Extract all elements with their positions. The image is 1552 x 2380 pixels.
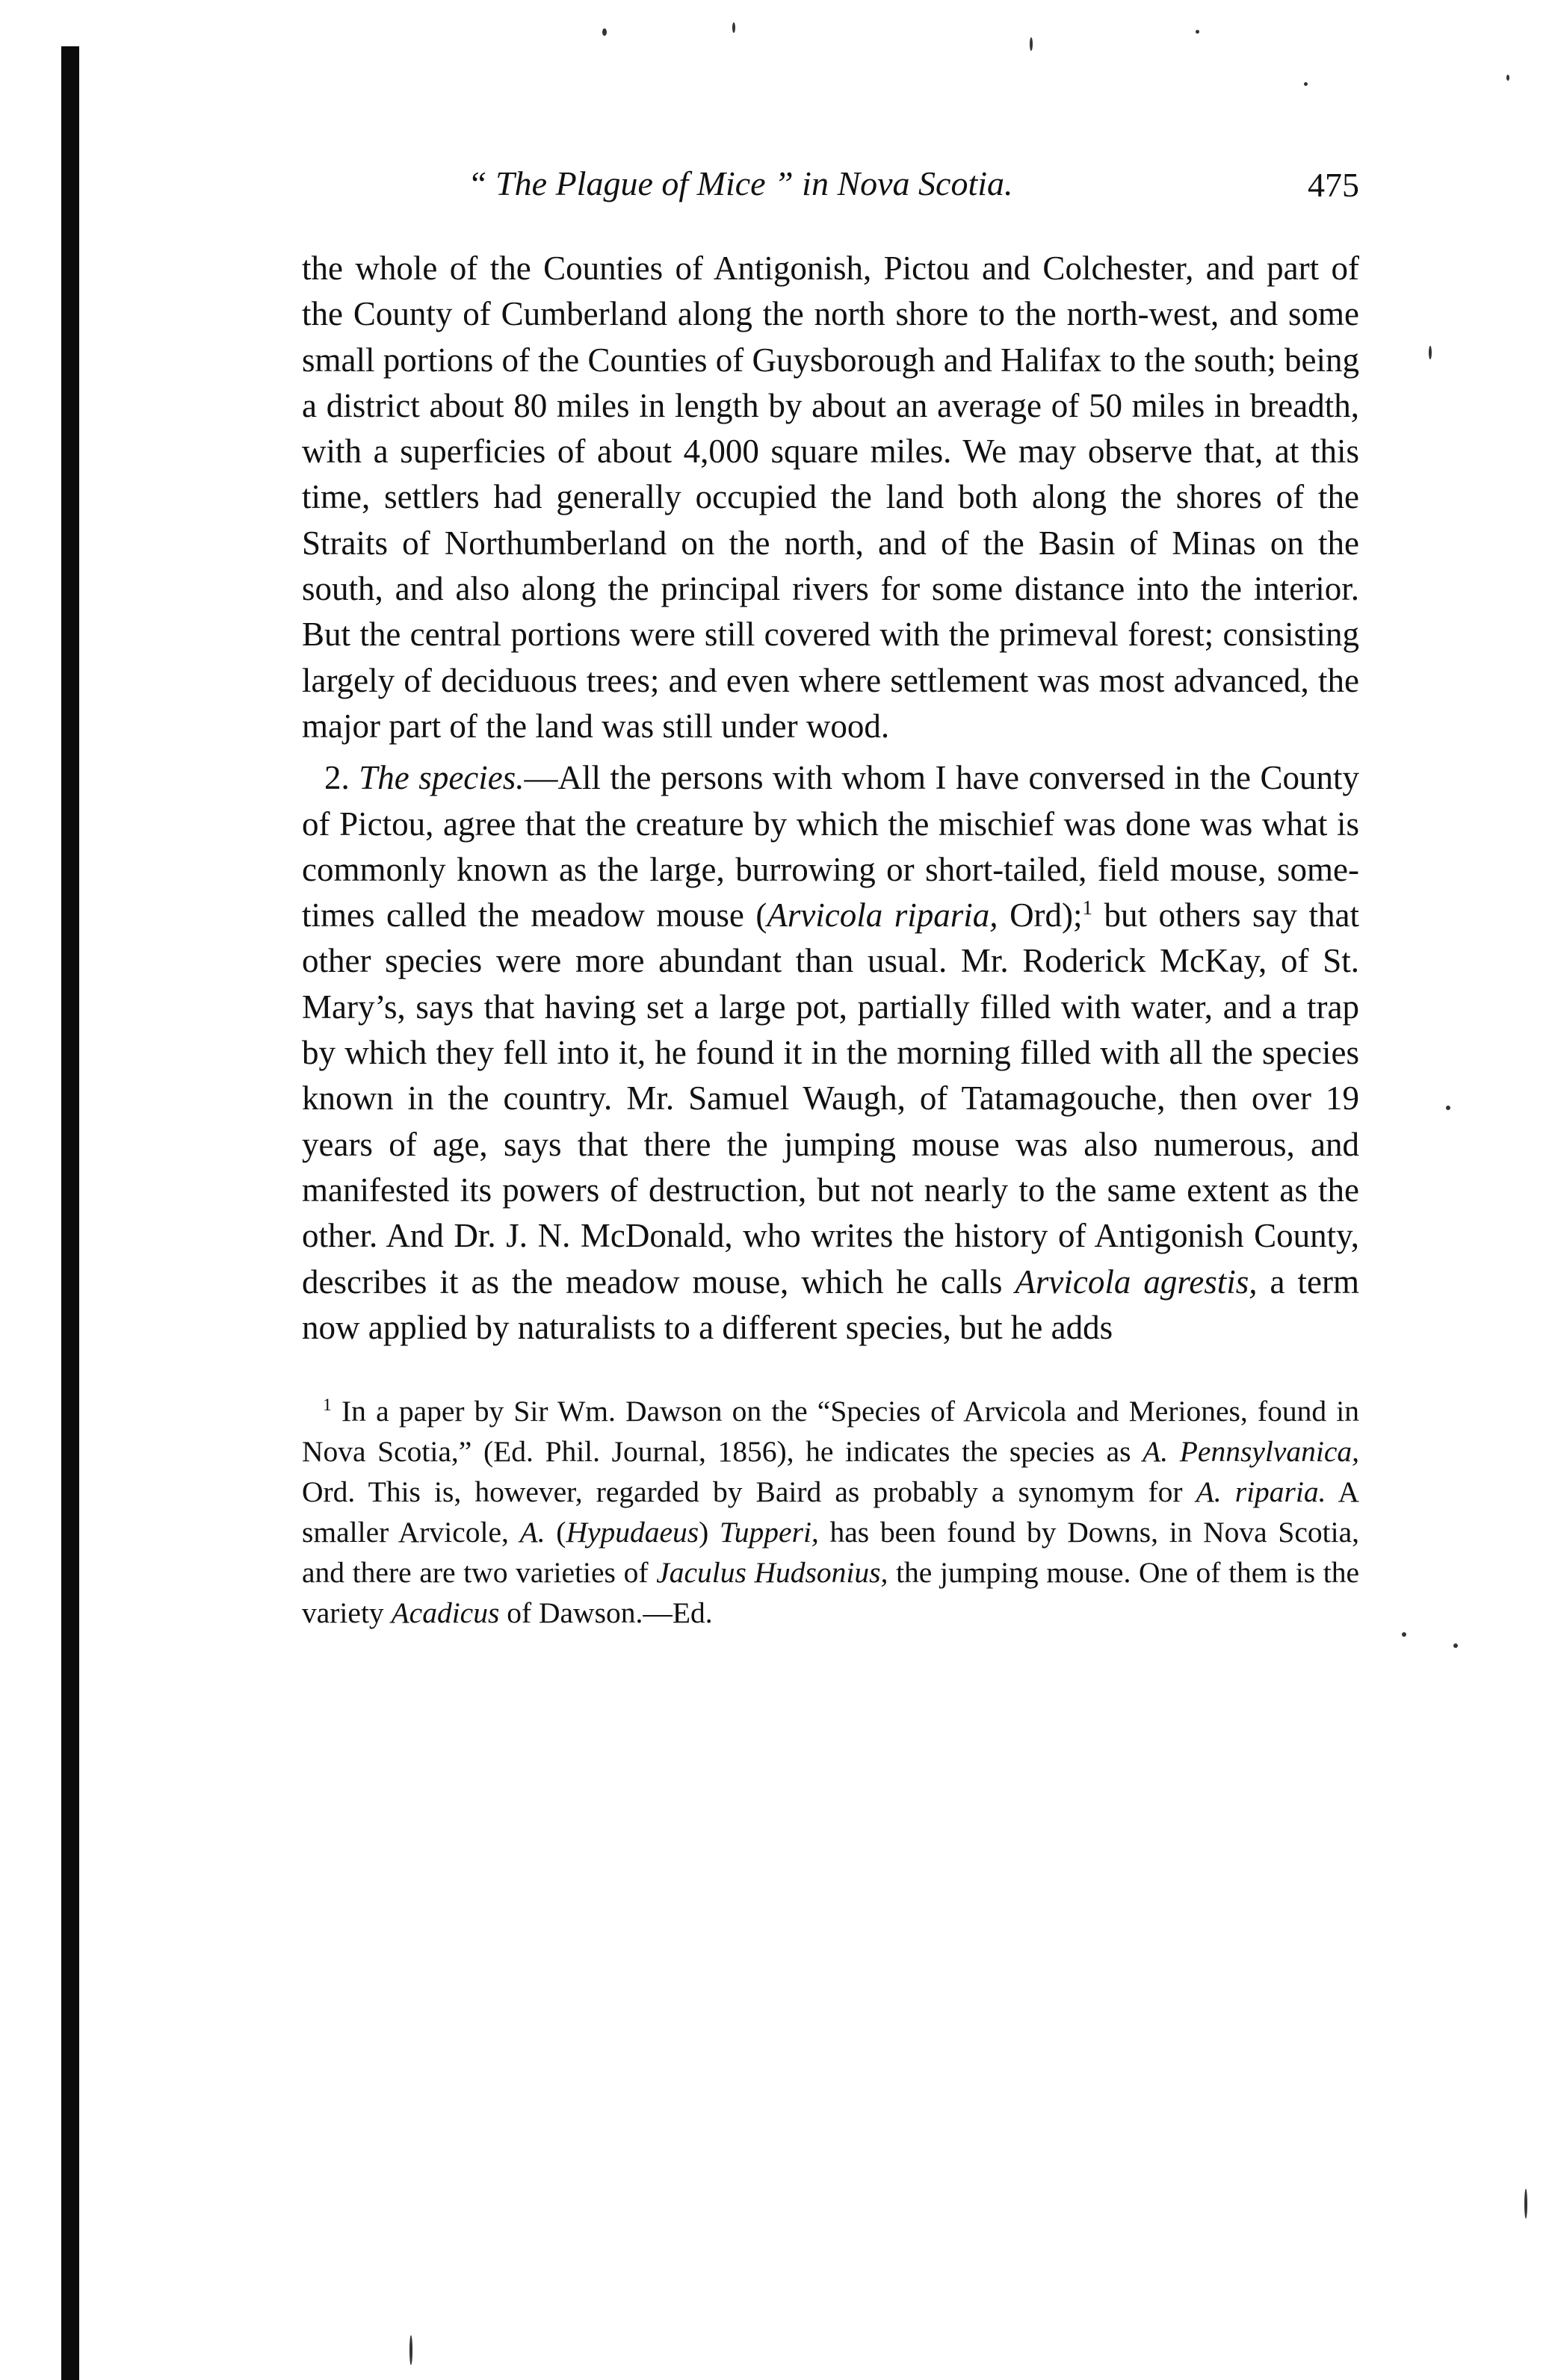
scan-speck	[602, 28, 607, 36]
paragraph	[302, 755, 1359, 1351]
text-run: —All the persons with whom I have conversed in the County of Pictou, agree that the creature by which the mischief was done was what is commonly known as the large, burrowing or short-tailed, field mouse, sometimes called the meadow mouse (	[302, 759, 1360, 935]
text-run: Ord);	[998, 896, 1083, 935]
footnote	[302, 1391, 1359, 1633]
text-run: 2.	[324, 759, 359, 797]
italic-text: A. riparia.	[1196, 1475, 1326, 1509]
scan-speck	[732, 22, 735, 33]
scan-speck	[1429, 346, 1432, 359]
running-title: “ The Plague of Mice ” in Nova Scotia.	[468, 164, 1013, 202]
italic-text: The species.	[359, 759, 525, 797]
paragraph	[302, 246, 1359, 749]
footnote-marker: 1	[323, 1395, 332, 1415]
text-run: )	[699, 1516, 720, 1549]
binding-edge	[61, 46, 79, 2380]
scan-speck	[409, 2335, 412, 2365]
text-run: (	[545, 1516, 566, 1549]
italic-text: Tupperi,	[720, 1516, 819, 1549]
running-head	[302, 161, 1359, 220]
footnotes	[302, 1391, 1359, 1633]
scan-speck	[1402, 1632, 1406, 1637]
italic-text: A. Pennsylvanica,	[1143, 1435, 1359, 1469]
italic-text: Arvicola riparia,	[767, 896, 998, 935]
italic-text: A.	[519, 1516, 545, 1549]
scan-speck	[1030, 37, 1033, 51]
book-page	[302, 161, 1359, 1633]
text-run: a term now applied by naturalists to a different species, but he adds	[302, 1262, 1360, 1346]
text-run: In a paper by Sir Wm. Dawson on the “Species of Arvicola and Meriones, found in Nova Scotia,” (Ed. Phil. Journal, 1856), he indicates the species as	[302, 1395, 1359, 1469]
italic-text: Hypudaeus	[566, 1516, 699, 1549]
scan-speck	[1453, 1643, 1458, 1648]
scan-speck	[1304, 82, 1308, 86]
text-run: A smaller Arvicole,	[302, 1475, 1359, 1549]
page-number: 475	[1308, 166, 1359, 204]
italic-text: Acadicus	[391, 1596, 500, 1630]
scan-speck	[1506, 75, 1509, 81]
text-run: of Dawson.—Ed.	[499, 1596, 713, 1630]
italic-text: Jaculus Hudsonius,	[656, 1556, 888, 1590]
text-run: the whole of the Counties of Antigonish, Pictou and Colchester, and part of the County of Cumberland along the north shore to the north-west, and some small portions of the Counties of Guysborough and Halifax to the south; being a district about 80 miles in length by about an average of 50 miles in breadth, with a superficies of about 4,000 square miles. We may observe that, at this time, settlers had generally occupied the land both along the shores of the Straits of Northumberland on the north, and of the Basin of Minas on the south, and also along the principal rivers for some distance into the interior. But the central portions were still covered with the primeval forest; consisting largely of deciduous trees; and even where settlement was most advanced, the major part of the land was still under wood.	[302, 250, 1359, 745]
scan-speck	[1196, 30, 1199, 34]
italic-text: Arvicola agrestis,	[1015, 1262, 1258, 1301]
text-run: the jumping mouse. One of them is the variety	[302, 1556, 1360, 1630]
footnote-marker: 1	[1082, 896, 1093, 920]
text-run: Ord. This is, however, regarded by Baird as probably a synomym for	[302, 1475, 1196, 1509]
scan-speck	[1524, 2189, 1527, 2219]
text-run: has been found by Downs, in Nova Scotia, and there are two varieties of	[302, 1516, 1359, 1590]
body-text	[302, 246, 1359, 1351]
text-run: but others say that other species were more abundant than usual. Mr. Roderick McKay, of St. Mary’s, says that having set a large pot, partially filled with water, and a trap by which they fell into it, he found it in the morning filled with all the species known in the country. Mr. Samuel Waugh, of Tatamagouche, then over 19 years of age, says that there the jumping mouse was also numerous, and manifested its powers of destruction, but not nearly to the same extent as the other. And Dr. J. N. McDonald, who writes the history of Antigonish County, describes it as the meadow mouse, which he calls	[302, 896, 1359, 1301]
scan-speck	[1446, 1106, 1450, 1110]
